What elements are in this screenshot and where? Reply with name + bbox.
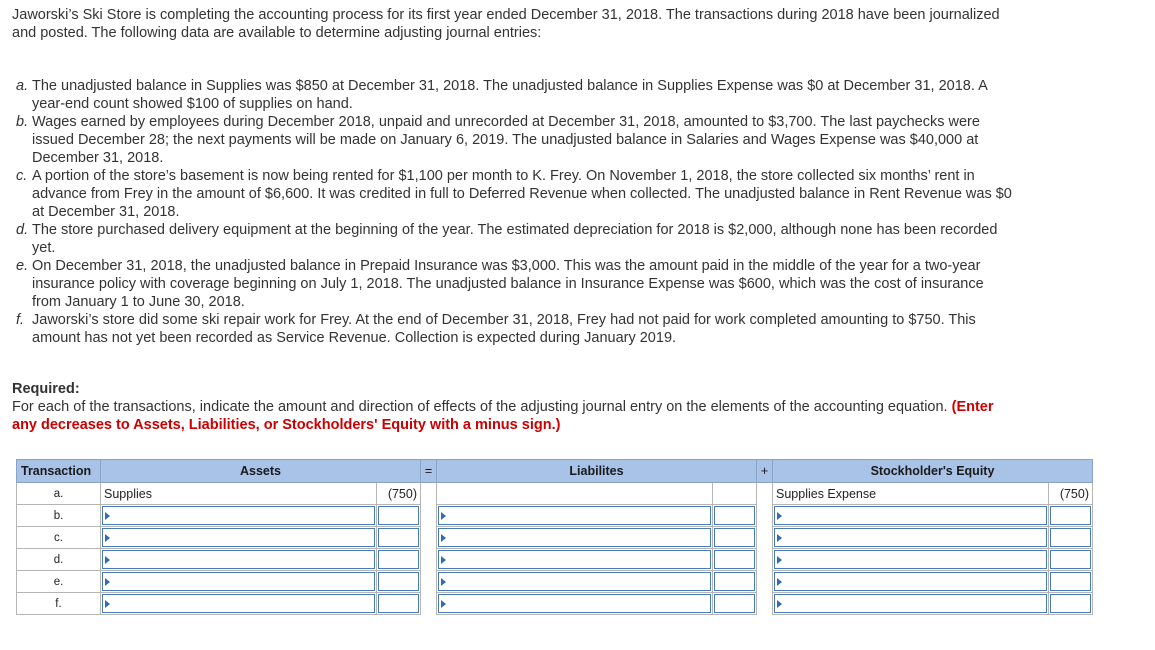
dropdown-arrow-icon bbox=[777, 534, 782, 542]
equity-account-dropdown[interactable] bbox=[773, 593, 1049, 615]
item-text: On December 31, 2018, the unadjusted balance in Prepaid Insurance was $3,000. This was the amount paid in the middle of the year for a two-year insurance policy with coverage beginning on July 1, 2018. The unadjusted balance in Insurance Expense was $600, which was the cost of insurance from January 1 to June 30, 2018. bbox=[32, 258, 984, 310]
separator-cell bbox=[757, 571, 773, 593]
asset-account-dropdown[interactable] bbox=[101, 549, 377, 571]
asset-amount-cell: (750) bbox=[377, 483, 421, 505]
asset-account-dropdown[interactable] bbox=[101, 571, 377, 593]
item-letter: a. bbox=[16, 78, 29, 94]
dropdown-arrow-icon bbox=[441, 578, 446, 586]
separator-cell bbox=[757, 505, 773, 527]
transaction-list bbox=[16, 77, 1016, 347]
asset-account-dropdown[interactable] bbox=[101, 505, 377, 527]
dropdown-arrow-icon bbox=[777, 512, 782, 520]
equity-account-cell: Supplies Expense bbox=[773, 483, 1049, 505]
header-equals: = bbox=[421, 460, 437, 483]
table-header-row bbox=[17, 460, 1093, 483]
row-label: a. bbox=[17, 483, 101, 505]
item-text: A portion of the store’s basement is now being rented for $1,100 per month to K. Frey. On November 1, 2018, the store collected six months’ rent in advance from Frey in the amount of $6,600. It was credited in full to Deferred Revenue when collected. The unadjusted balance in Rent Revenue was $0 at December 31, 2018. bbox=[32, 168, 1012, 220]
dropdown-arrow-icon bbox=[105, 534, 110, 542]
list-item bbox=[16, 311, 1016, 347]
dropdown-arrow-icon bbox=[105, 578, 110, 586]
separator-cell bbox=[421, 593, 437, 615]
dropdown-arrow-icon bbox=[441, 556, 446, 564]
liability-account-dropdown[interactable] bbox=[437, 571, 713, 593]
dropdown-arrow-icon bbox=[105, 556, 110, 564]
equity-amount-cell: (750) bbox=[1049, 483, 1093, 505]
item-text: The unadjusted balance in Supplies was $850 at December 31, 2018. The unadjusted balance in Supplies Expense was $0 at December 31, 2018. A year-end count showed $100 of supplies on hand. bbox=[32, 78, 987, 112]
liability-account-dropdown[interactable] bbox=[437, 549, 713, 571]
separator-cell bbox=[421, 549, 437, 571]
table-row bbox=[17, 571, 1093, 593]
asset-amount-input[interactable] bbox=[377, 593, 421, 615]
separator-cell bbox=[421, 483, 437, 505]
asset-amount-input[interactable] bbox=[377, 549, 421, 571]
equity-amount-input[interactable] bbox=[1049, 527, 1093, 549]
liability-amount-input[interactable] bbox=[713, 549, 757, 571]
dropdown-arrow-icon bbox=[441, 534, 446, 542]
separator-cell bbox=[757, 549, 773, 571]
row-label: f. bbox=[17, 593, 101, 615]
header-assets: Assets bbox=[101, 460, 421, 483]
item-text: Jaworski’s store did some ski repair work for Frey. At the end of December 31, 2018, Frey had not paid for work completed amounting to $750. This amount has not yet been recorded as Service Revenue. Collection is expected during January 2019. bbox=[32, 312, 976, 346]
liability-amount-input[interactable] bbox=[713, 593, 757, 615]
asset-amount-input[interactable] bbox=[377, 505, 421, 527]
asset-account-cell: Supplies bbox=[101, 483, 377, 505]
list-item bbox=[16, 167, 1016, 221]
dropdown-arrow-icon bbox=[777, 600, 782, 608]
row-label: e. bbox=[17, 571, 101, 593]
separator-cell bbox=[757, 483, 773, 505]
table-row bbox=[17, 527, 1093, 549]
item-letter: d. bbox=[16, 222, 29, 238]
required-section bbox=[12, 380, 1012, 434]
equity-account-dropdown[interactable] bbox=[773, 527, 1049, 549]
dropdown-arrow-icon bbox=[777, 578, 782, 586]
asset-account-dropdown[interactable] bbox=[101, 527, 377, 549]
table-row bbox=[17, 505, 1093, 527]
table-row bbox=[17, 593, 1093, 615]
header-equity: Stockholder's Equity bbox=[773, 460, 1093, 483]
required-text: For each of the transactions, indicate the amount and direction of effects of the adjusting journal entry on the elements of the accounting equation. bbox=[12, 399, 948, 415]
list-item bbox=[16, 77, 1016, 113]
separator-cell bbox=[421, 571, 437, 593]
liability-amount-cell bbox=[713, 483, 757, 505]
separator-cell bbox=[757, 527, 773, 549]
header-liabilities: Liabilites bbox=[437, 460, 757, 483]
liability-account-dropdown[interactable] bbox=[437, 527, 713, 549]
header-transaction: Transaction bbox=[17, 460, 101, 483]
item-letter: b. bbox=[16, 114, 29, 130]
list-item bbox=[16, 257, 1016, 311]
asset-amount-input[interactable] bbox=[377, 527, 421, 549]
equity-amount-input[interactable] bbox=[1049, 593, 1093, 615]
item-letter: f. bbox=[16, 312, 25, 328]
required-title: Required: bbox=[12, 381, 80, 397]
equity-amount-input[interactable] bbox=[1049, 549, 1093, 571]
dropdown-arrow-icon bbox=[105, 512, 110, 520]
item-text: Wages earned by employees during December 2018, unpaid and unrecorded at December 31, 2018, amounted to $3,700. The last paychecks were issued December 28; the next payments will be made on January 6, 2019. The unadjusted balance in Salaries and Wages Expense was $40,000 at December 31, 2018. bbox=[32, 114, 980, 166]
liability-amount-input[interactable] bbox=[713, 505, 757, 527]
dropdown-arrow-icon bbox=[105, 600, 110, 608]
dropdown-arrow-icon bbox=[441, 600, 446, 608]
liability-amount-input[interactable] bbox=[713, 571, 757, 593]
dropdown-arrow-icon bbox=[441, 512, 446, 520]
accounting-equation-table bbox=[16, 459, 1093, 615]
row-label: b. bbox=[17, 505, 101, 527]
item-letter: e. bbox=[16, 258, 29, 274]
separator-cell bbox=[757, 593, 773, 615]
item-letter: c. bbox=[16, 168, 28, 184]
equity-amount-input[interactable] bbox=[1049, 505, 1093, 527]
row-label: c. bbox=[17, 527, 101, 549]
separator-cell bbox=[421, 527, 437, 549]
list-item bbox=[16, 221, 1016, 257]
asset-account-dropdown[interactable] bbox=[101, 593, 377, 615]
problem-intro: Jaworski’s Ski Store is completing the accounting process for its first year ended December 31, 2018. The transactions during 2018 have been journalized and posted. The following data are available to determine adjusting journal entries: bbox=[12, 7, 1000, 41]
list-item bbox=[16, 113, 1016, 167]
row-label: d. bbox=[17, 549, 101, 571]
equity-account-dropdown[interactable] bbox=[773, 571, 1049, 593]
table-row bbox=[17, 483, 1093, 505]
separator-cell bbox=[421, 505, 437, 527]
liability-account-dropdown[interactable] bbox=[437, 505, 713, 527]
header-plus: + bbox=[757, 460, 773, 483]
liability-account-dropdown[interactable] bbox=[437, 593, 713, 615]
table-row bbox=[17, 549, 1093, 571]
liability-amount-input[interactable] bbox=[713, 527, 757, 549]
equity-account-dropdown[interactable] bbox=[773, 505, 1049, 527]
equity-account-dropdown[interactable] bbox=[773, 549, 1049, 571]
asset-amount-input[interactable] bbox=[377, 571, 421, 593]
required-instruction: (Enter any decreases to Assets, Liabilities, or Stockholders' Equity with a minus sign.) bbox=[12, 399, 994, 433]
dropdown-arrow-icon bbox=[777, 556, 782, 564]
liability-account-cell bbox=[437, 483, 713, 505]
equity-amount-input[interactable] bbox=[1049, 571, 1093, 593]
item-text: The store purchased delivery equipment at the beginning of the year. The estimated depreciation for 2018 is $2,000, although none has been recorded yet. bbox=[32, 222, 998, 256]
